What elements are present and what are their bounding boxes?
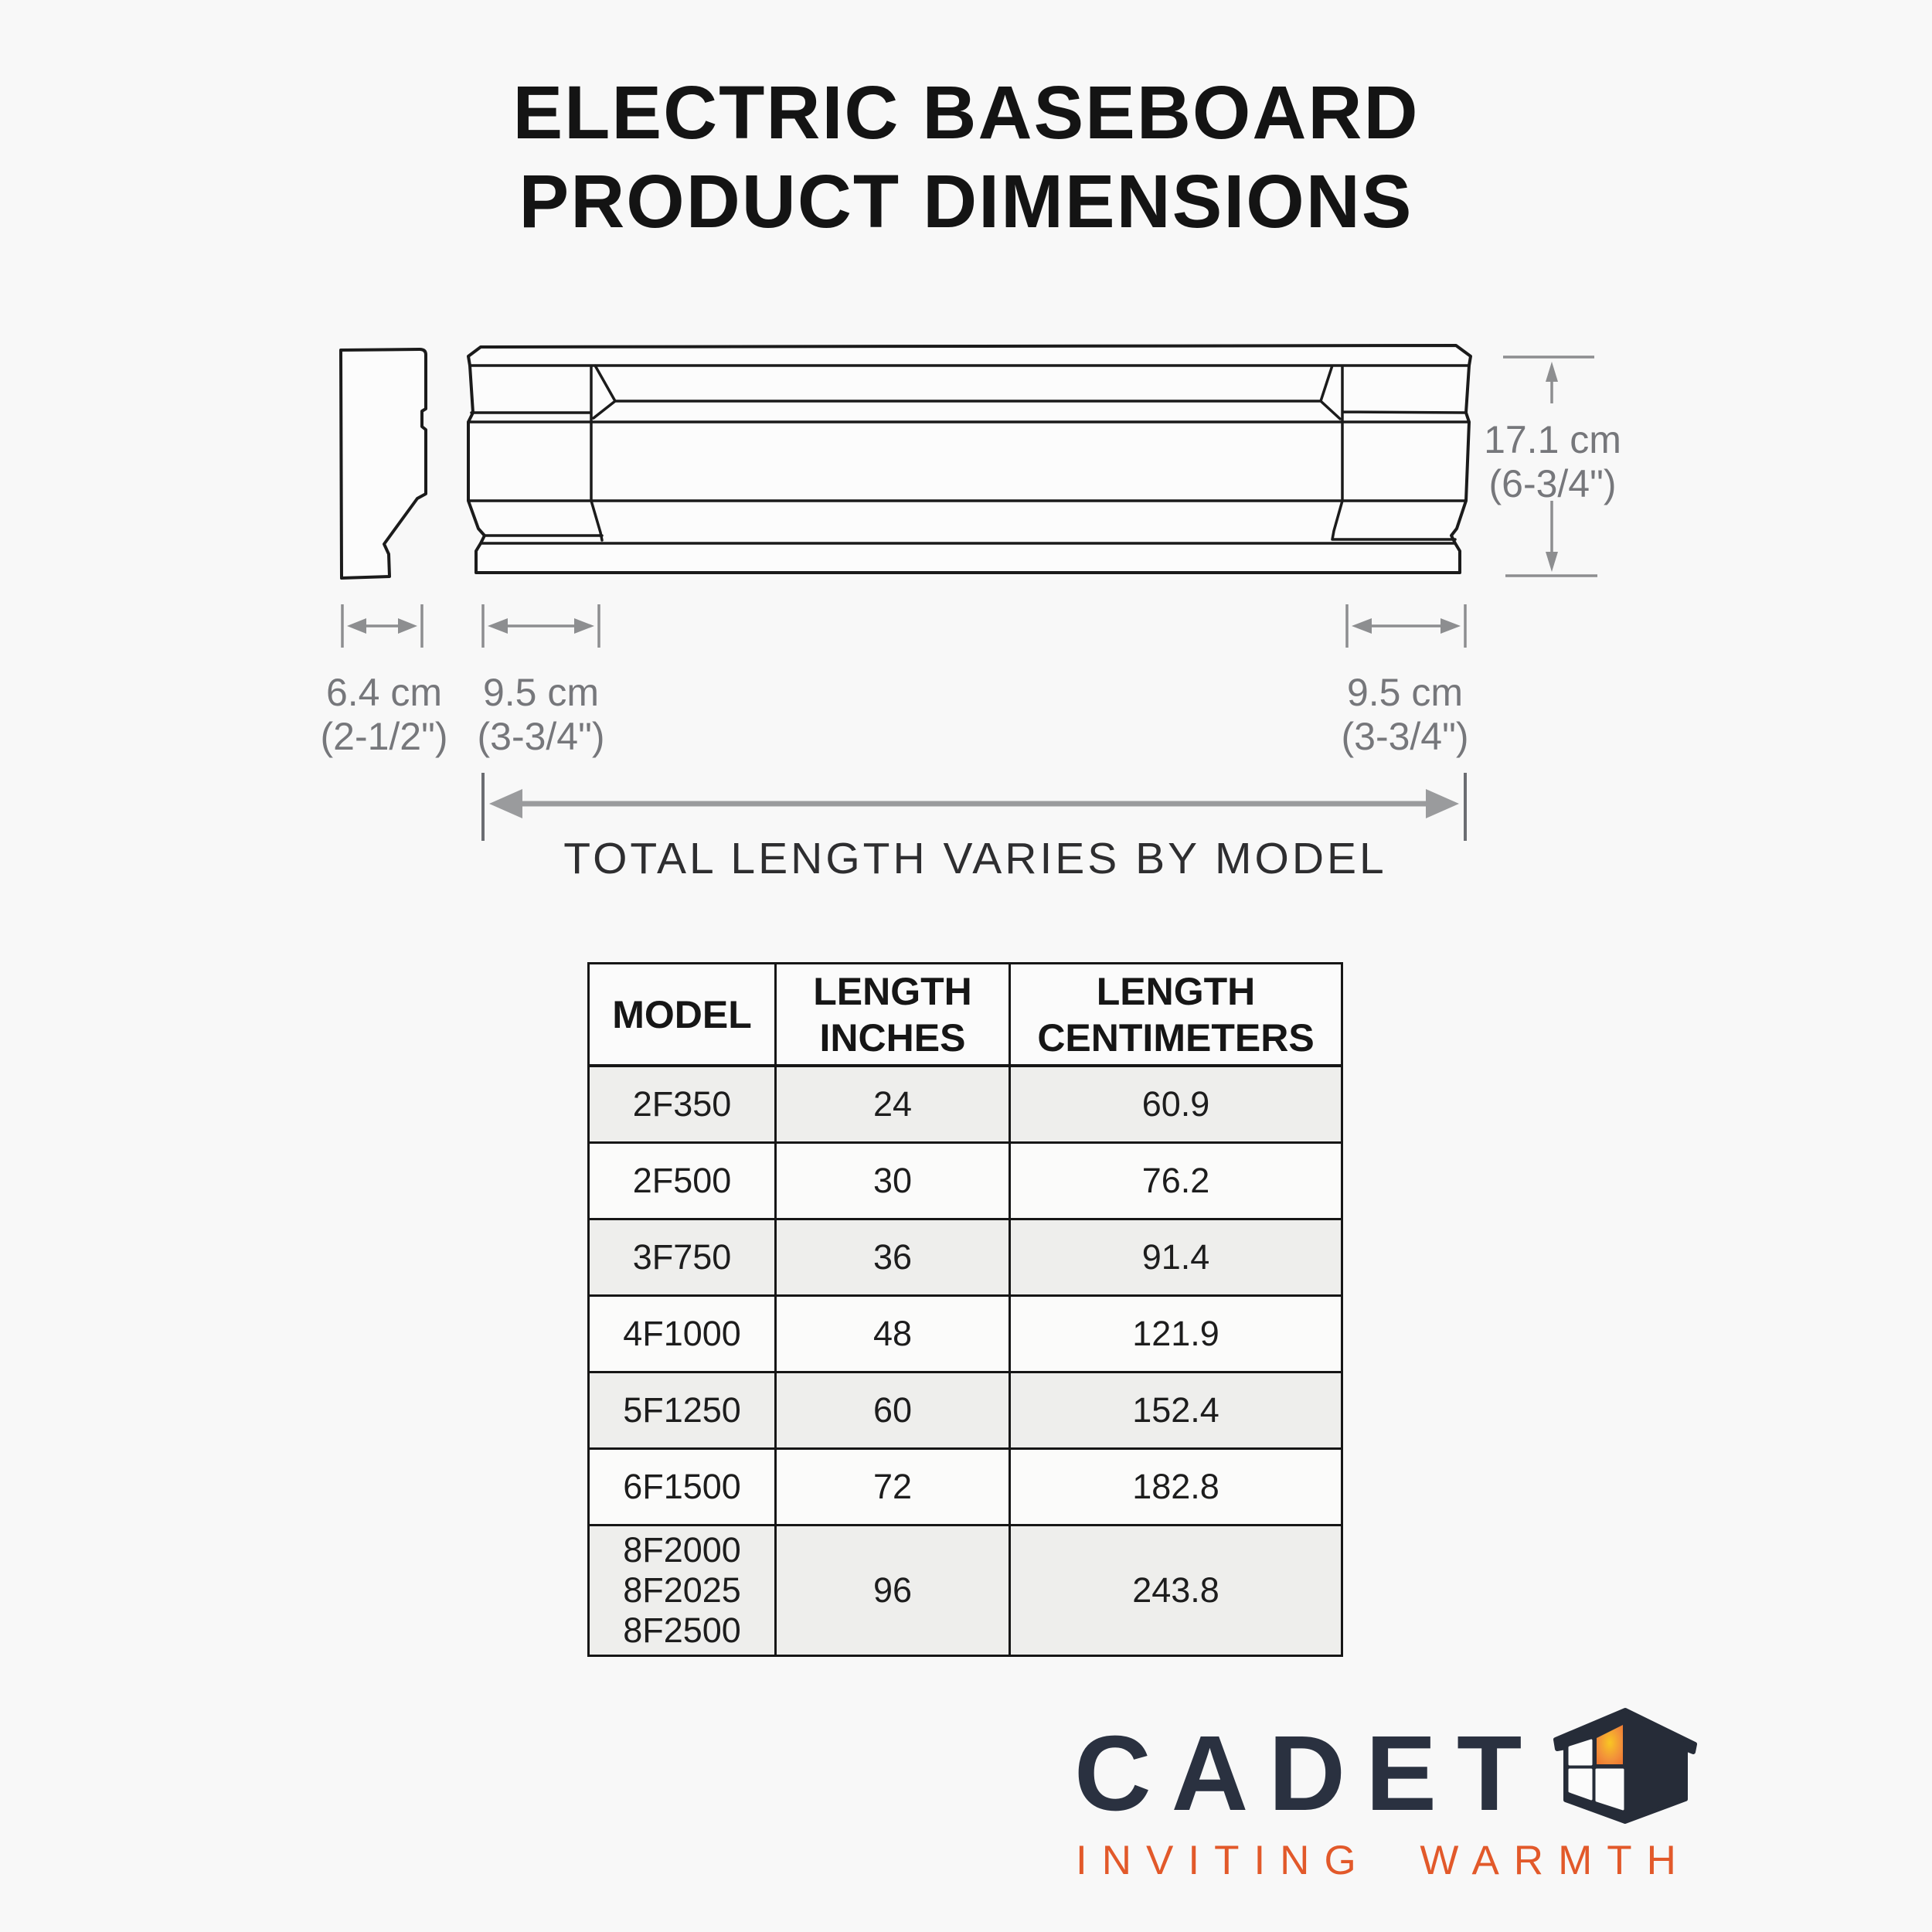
depth-arrow-left <box>347 618 366 634</box>
depth-label-imperial: (2-1/2") <box>320 715 448 758</box>
cadet-logo-tagline: INVITING WARMTH <box>1076 1838 1691 1883</box>
model-cell: 6F1500 <box>590 1450 777 1524</box>
left-end-arrow-right <box>574 618 594 634</box>
table-header-row <box>590 964 1341 1067</box>
inches-cell: 60 <box>777 1373 1011 1447</box>
cm-cell: 152.4 <box>1132 1390 1219 1430</box>
total-length-arrow-right <box>1426 789 1459 818</box>
left-end-arrow-left <box>488 618 508 634</box>
inches-cell: 36 <box>777 1220 1011 1294</box>
page-title-line1: ELECTRIC BASEBOARD <box>512 70 1420 155</box>
inches-cell: 30 <box>777 1144 1011 1218</box>
house-silhouette <box>1556 1710 1695 1821</box>
table-row <box>590 1526 1341 1655</box>
table-row <box>590 1220 1341 1297</box>
height-label-metric: 17.1 cm <box>1484 418 1621 461</box>
table-row <box>590 1067 1341 1144</box>
left-end-label-imperial: (3-3/4") <box>477 715 605 758</box>
height-arrow-down <box>1546 552 1558 572</box>
table-row <box>590 1373 1341 1450</box>
page-title-line2: PRODUCT DIMENSIONS <box>519 159 1413 243</box>
cm-cell: 60.9 <box>1141 1084 1210 1124</box>
depth-arrow-right <box>398 618 417 634</box>
inches-cell: 96 <box>777 1526 1011 1655</box>
table-row <box>590 1144 1341 1220</box>
right-end-arrow-left <box>1352 618 1372 634</box>
inches-cell: 72 <box>777 1450 1011 1524</box>
right-end-label-metric: 9.5 cm <box>1346 671 1464 714</box>
inches-cell: 48 <box>777 1297 1011 1371</box>
left-end-label-metric: 9.5 cm <box>482 671 600 714</box>
total-length-arrow-left <box>489 789 522 818</box>
cm-cell: 121.9 <box>1132 1314 1219 1353</box>
model-cell: 5F1250 <box>590 1373 777 1447</box>
model-cell: 2F350 <box>590 1067 777 1141</box>
height-label-imperial: (6-3/4") <box>1488 462 1617 505</box>
header-length-centimeters: LENGTH CENTIMETERS <box>1037 969 1315 1060</box>
total-length-ticks <box>483 773 1465 841</box>
cm-cell: 243.8 <box>1132 1570 1219 1610</box>
cadet-logo-wordmark: CADET <box>1074 1714 1543 1833</box>
model-cell: 4F1000 <box>590 1297 777 1371</box>
right-end-label-imperial: (3-3/4") <box>1341 715 1469 758</box>
depth-label-metric: 6.4 cm <box>325 671 443 714</box>
side-profile-drawing <box>341 349 426 578</box>
header-length-inches: LENGTH INCHES <box>777 964 1011 1064</box>
total-length-label: TOTAL LENGTH VARIES BY MODEL <box>563 834 1387 883</box>
height-arrow-up <box>1546 362 1558 382</box>
cm-cell: 91.4 <box>1141 1237 1210 1277</box>
model-cell: 8F2000 8F2025 8F2500 <box>590 1526 777 1655</box>
table-row <box>590 1450 1341 1526</box>
cadet-house-icon <box>1556 1710 1695 1821</box>
model-cell: 3F750 <box>590 1220 777 1294</box>
header-model: MODEL <box>590 964 777 1064</box>
model-cell: 2F500 <box>590 1144 777 1218</box>
model-length-table <box>587 962 1343 1657</box>
front-view-outline <box>468 345 1471 573</box>
cm-cell: 76.2 <box>1141 1161 1210 1200</box>
cm-cell: 182.8 <box>1132 1467 1219 1506</box>
right-end-arrow-right <box>1440 618 1461 634</box>
inches-cell: 24 <box>777 1067 1011 1141</box>
table-row <box>590 1297 1341 1373</box>
